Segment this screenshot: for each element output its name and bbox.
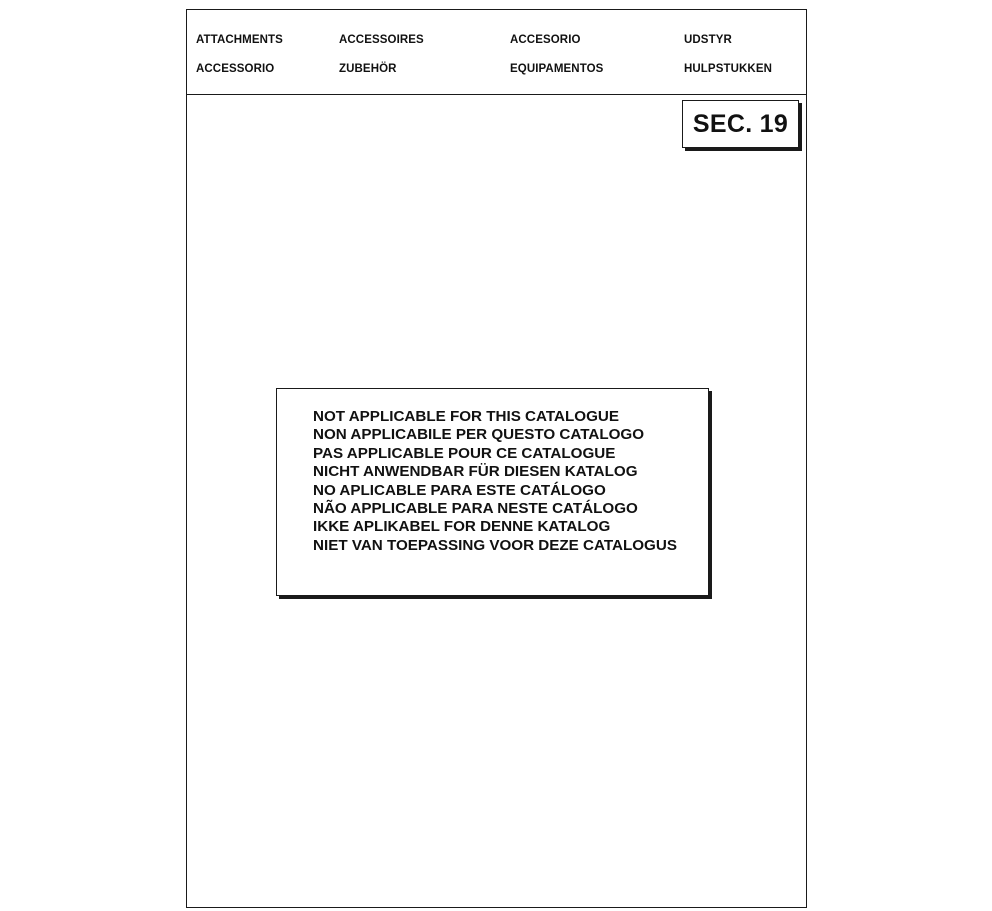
notice-line-da: IKKE APLIKABEL FOR DENNE KATALOG	[313, 518, 611, 536]
notice-lines-list	[313, 408, 677, 555]
title-accesorio-es: ACCESORIO	[510, 34, 581, 46]
section-title-header	[187, 10, 806, 95]
title-udstyr-da: UDSTYR	[684, 34, 732, 46]
notice-line-pt: NÃO APPLICABLE PARA NESTE CATÁLOGO	[313, 500, 638, 518]
title-zubehor-de: ZUBEHÖR	[339, 63, 397, 75]
title-accessorio-it: ACCESSORIO	[196, 63, 275, 75]
notice-line-it: NON APPLICABILE PER QUESTO CATALOGO	[313, 426, 645, 444]
title-equipamentos-pt: EQUIPAMENTOS	[510, 63, 604, 75]
title-accessoires-fr: ACCESSOIRES	[339, 34, 424, 46]
catalogue-page	[186, 9, 807, 908]
section-number-label: SEC. 19	[692, 109, 789, 138]
section-number-box	[682, 100, 799, 148]
notice-line-en: NOT APPLICABLE FOR THIS CATALOGUE	[313, 408, 619, 425]
notice-line-de: NICHT ANWENDBAR FÜR DIESEN KATALOG	[313, 463, 638, 481]
not-applicable-notice	[276, 388, 709, 596]
notice-line-fr: PAS APPLICABLE POUR CE CATALOGUE	[313, 444, 616, 462]
notice-line-nl: NIET VAN TOEPASSING VOOR DEZE CATALOGUS	[313, 536, 677, 554]
notice-line-es: NO APLICABLE PARA ESTE CATÁLOGO	[313, 481, 606, 499]
title-hulpstukken-nl: HULPSTUKKEN	[684, 63, 772, 75]
title-attachments-en: ATTACHMENTS	[196, 34, 283, 46]
